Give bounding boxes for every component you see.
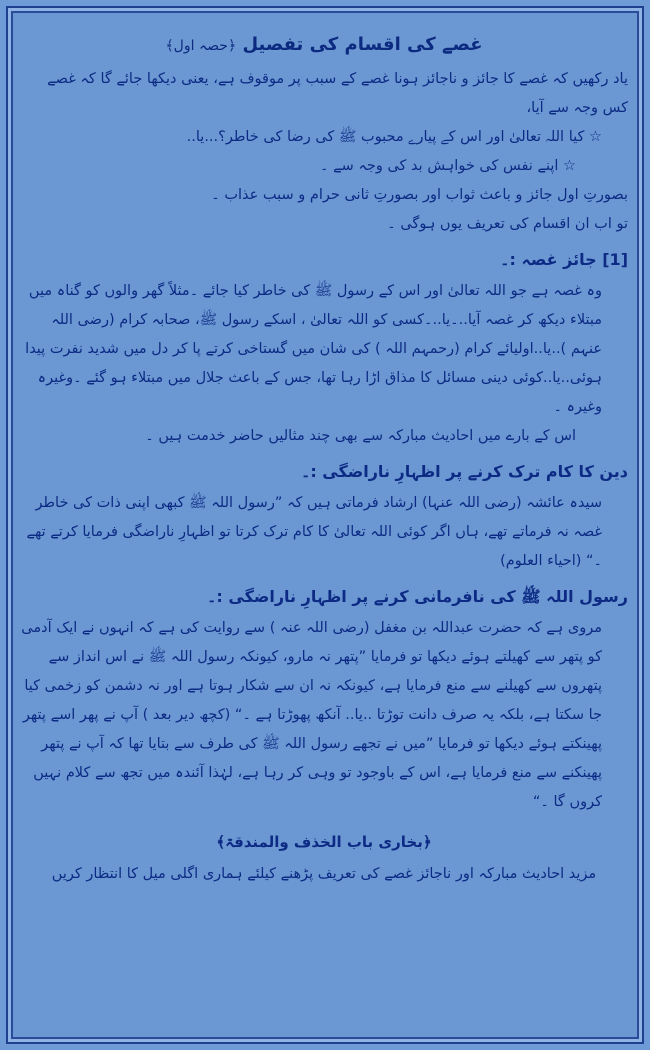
page-title [20,28,628,63]
title-main: غصے کی اقسام کی تفصیل [242,34,483,55]
section2-heading: دین کا کام ترک کرنے پر اظہارِ ناراضگی :۔ [300,462,628,481]
footer-note: مزید احادیث مبارکہ اور ناجائز غصے کی تعریف پڑھنے کیلئے ہماری اگلی میل کا انتظار کریں [51,866,597,882]
transition-text: تو اب ان اقسام کی تعریف یوں ہوگی ۔ [387,216,628,232]
bullet-item-2: ☆ اپنے نفس کی خواہش بد کی وجہ سے ۔ [320,158,576,174]
section2-paragraph: سیدہ عائشہ (رضی اللہ عنہا) ارشاد فرماتی ہیں کہ ”رسول اللہ ﷺ کبھی اپنی ذات کی خاطر غصہ نہ فرماتے تھے، ہاں اگر کوئی اللہ تعالیٰ کا کام ترک کرتا تو اظہارِ ناراضگی فرمایا کرتے تھے ۔“ (احیاء العلوم) [26,495,602,569]
ruling-text: بصورتِ اول جائز و باعث ثواب اور بصورتِ ثانی حرام و سبب عذاب ۔ [211,187,628,203]
section1-followup: اس کے بارے میں احادیث مبارکہ سے بھی چند مثالیں حاضر خدمت ہیں ۔ [145,428,576,444]
section1-heading: [1] جائز غصہ :۔ [500,250,628,269]
article [20,28,628,889]
bullet-item-1: ☆ کیا اللہ تعالیٰ اور اس کے پیارے محبوب ﷺ کی رضا کی خاطر؟...یا.. [186,129,602,145]
section1-paragraph: وہ غصہ ہے جو اللہ تعالیٰ اور اس کے رسول ﷺ کی خاطر کیا جائے ۔مثلاً گھر والوں کو گناہ میں مبتلاء دیکھ کر غصہ آیا..۔یا..۔کسی کو اللہ تعالیٰ ، اسکے رسول ﷺ، صحابہ کرام (رضی اللہ عنہم )..یا..اولیائے کرام (رحمہم اللہ ) کی شان میں گستاخی کرتے پا کر دل میں شدید نفرت پیدا ہوئی..یا..کوئی دینی مسائل کا مذاق اڑا رہا تھا، جس کے باعث جلال میں مبتلاء ہو گئے ۔وغیرہ وغیرہ ۔ [25,283,602,415]
section3-heading: رسول اللہ ﷺ کی نافرمانی کرنے پر اظہارِ ناراضگی :۔ [207,587,628,606]
reference-citation: ﴿بخاری باب الخذف والمندقۃ﴾ [216,833,432,851]
section3-paragraph: مروی ہے کہ حضرت عبداللہ بن مغفل (رضی اللہ عنہ ) سے روایت کی ہے کہ انہوں نے ایک آدمی کو پتھر سے کھیلتے ہوئے دیکھا تو فرمایا ”پتھر نہ مارو، کیونکہ رسول اللہ ﷺ نے اس انداز سے پتھروں سے کھیلنے سے منع فرمایا ہے، کیونکہ نہ ان سے شکار ہوتا ہے اور نہ دشمن کو زخمی کیا جا سکتا ہے، بلکہ یہ صرف دانت توڑتا ..یا.. آنکھ پھوڑتا ہے ۔“ (کچھ دیر بعد ) آپ نے پھر اسے پتھر پھینکتے ہوئے دیکھا تو فرمایا ”میں نے تجھے رسول اللہ ﷺ کی طرف سے بتایا تھا کہ آپ نے پتھر پھینکنے سے منع فرمایا ہے، اس کے باوجود تو وہی کر رہا ہے، لہٰذا آئندہ میں تجھ سے کلام نہیں کروں گا ۔“ [21,620,602,810]
intro-text: یاد رکھیں کہ غصے کا جائز و ناجائز ہونا غصے کے سبب پر موقوف ہے، یعنی دیکھا جائے گا کہ غصے کس وجہ سے آیا، [47,71,628,116]
title-sub: ﴿حصہ اول﴾ [165,38,237,54]
